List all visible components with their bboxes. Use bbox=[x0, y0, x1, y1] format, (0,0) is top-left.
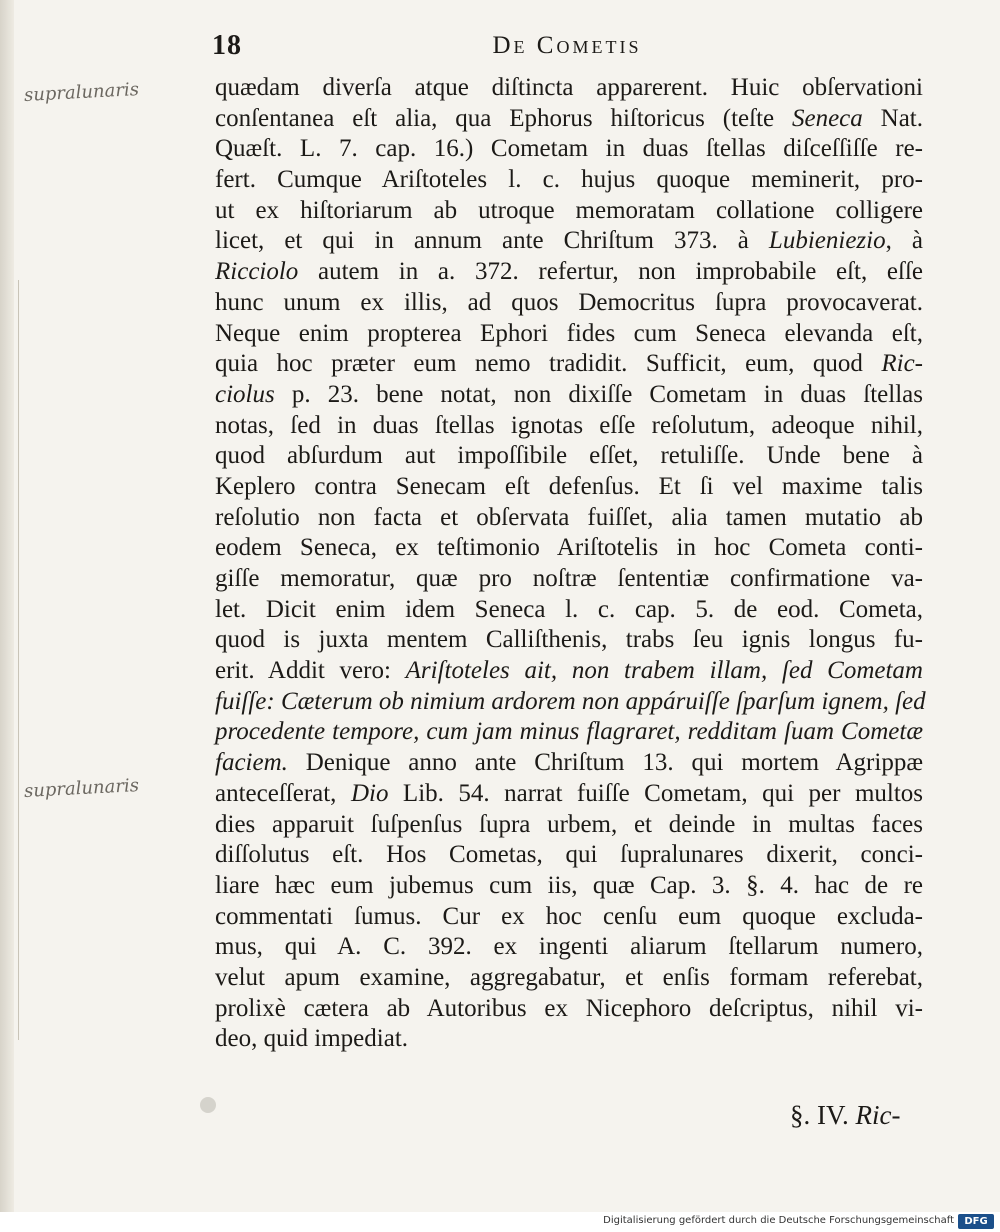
text-line bbox=[215, 165, 923, 196]
text-roman: deo, quid impediat. bbox=[215, 1025, 409, 1053]
text-line bbox=[215, 380, 923, 411]
text-roman: quod is juxta mentem Calliſthenis, trabs ſeu ignis longus fu- bbox=[215, 626, 923, 654]
text-italic: Ricciolo bbox=[215, 258, 299, 286]
text-line bbox=[215, 994, 923, 1025]
text-roman: , à bbox=[885, 227, 923, 255]
catchword-word: Ric- bbox=[855, 1100, 901, 1130]
text-italic: fuiſſe: Cæterum ob nimium ardorem non appáruiſſe ſparſum ignem, ſed bbox=[215, 687, 926, 715]
text-roman: anteceſſerat, bbox=[215, 779, 351, 807]
text-italic: procedente tempore, cum jam minus flagraret, redditam ſuam Cometæ bbox=[215, 718, 923, 746]
text-roman: Quæſt. L. 7. cap. 16.) Cometam in duas ſtellas diſceſſiſſe re- bbox=[215, 135, 923, 163]
text-roman: dies apparuit ſuſpenſus ſupra urbem, et deinde in multas faces bbox=[215, 810, 923, 838]
page-gutter bbox=[0, 0, 14, 1232]
text-line bbox=[215, 902, 923, 933]
page-header bbox=[212, 30, 922, 66]
text-roman: liare hæc eum jubemus cum iis, quæ Cap. 3. §. 4. hac de re bbox=[215, 871, 923, 899]
text-roman: erit. Addit vero: bbox=[215, 657, 406, 685]
running-title: De Cometis bbox=[492, 32, 642, 59]
text-line bbox=[215, 779, 923, 810]
text-line bbox=[215, 196, 923, 227]
text-roman: reſolutio non facta et obſervata fuiſſet, alia tamen mutatio ab bbox=[215, 503, 923, 531]
text-line bbox=[215, 503, 923, 534]
text-italic: Ariſtoteles ait, non trabem illam, ſed Cometam bbox=[405, 657, 923, 685]
text-line bbox=[215, 349, 923, 380]
text-line bbox=[215, 104, 923, 135]
text-italic: Seneca bbox=[791, 104, 863, 132]
text-italic: faciem. bbox=[215, 749, 288, 777]
text-roman: Lib. 54. narrat fuiſſe Cometam, qui per multos bbox=[388, 779, 924, 807]
text-roman: licet, et qui in annum ante Chriſtum 373. à bbox=[215, 227, 769, 255]
text-line bbox=[215, 319, 923, 350]
text-roman: hunc unum ex illis, ad quos Democritus ſupra provocaverat. bbox=[215, 288, 923, 316]
dfg-logo: DFG bbox=[958, 1214, 994, 1229]
text-roman: Denique anno ante Chriſtum 13. qui mortem Agrippæ bbox=[287, 749, 923, 777]
text-line bbox=[215, 717, 923, 748]
text-line bbox=[215, 411, 923, 442]
text-line bbox=[215, 441, 923, 472]
text-line bbox=[215, 963, 923, 994]
margin-note: supralunaris bbox=[23, 775, 140, 802]
text-line bbox=[215, 288, 923, 319]
footer-credit: Digitalisierung gefördert durch die Deutsche Forschungsgemeinschaft bbox=[603, 1215, 954, 1226]
text-line bbox=[215, 687, 926, 718]
text-italic: Dio bbox=[350, 779, 389, 807]
text-roman: let. Dicit enim idem Seneca l. c. cap. 5. de eod. Cometa, bbox=[215, 595, 923, 623]
text-roman: notas, ſed in duas ſtellas ignotas eſſe reſolutum, adeoque nihil, bbox=[215, 411, 923, 439]
text-line bbox=[215, 134, 923, 165]
text-line bbox=[215, 625, 923, 656]
body-text bbox=[215, 73, 926, 1055]
catchword bbox=[790, 1100, 901, 1131]
text-roman: conſentanea eſt alia, qua Ephorus hiſtoricus (teſte bbox=[215, 104, 792, 132]
text-line bbox=[215, 810, 923, 841]
text-italic: Lubieniezio bbox=[768, 227, 886, 255]
text-roman: ut ex hiſtoriarum ab utroque memoratam collatione colligere bbox=[215, 196, 923, 224]
page-edge-line bbox=[18, 280, 19, 1040]
text-line bbox=[215, 73, 923, 104]
text-roman: commentati ſumus. Cur ex hoc cenſu eum quoque excluda- bbox=[215, 902, 923, 930]
text-line bbox=[215, 656, 923, 687]
text-line bbox=[215, 871, 923, 902]
catchword-section: §. IV. bbox=[790, 1100, 849, 1130]
text-line bbox=[215, 595, 923, 626]
text-line bbox=[215, 226, 923, 257]
text-roman: quædam diverſa atque diſtincta apparerent. Huic obſervationi bbox=[215, 74, 923, 101]
text-roman: prolixè cætera ab Autoribus ex Nicephoro deſcriptus, nihil vi- bbox=[215, 994, 923, 1022]
text-italic: Ric- bbox=[881, 350, 923, 378]
text-line bbox=[215, 257, 923, 288]
page-number: 18 bbox=[212, 30, 242, 61]
text-roman: Keplero contra Senecam eſt defenſus. Et ſi vel maxime talis bbox=[215, 472, 923, 500]
text-roman: Neque enim propterea Ephori fides cum Seneca elevanda eſt, bbox=[215, 319, 923, 347]
text-roman: fert. Cumque Ariſtoteles l. c. hujus quoque meminerit, pro- bbox=[215, 166, 923, 194]
text-roman: quia hoc præter eum nemo tradidit. Sufficit, eum, quod bbox=[215, 350, 882, 378]
footer-bar bbox=[0, 1212, 1000, 1232]
text-roman: Nat. bbox=[862, 104, 923, 132]
text-roman: eodem Seneca, ex teſtimonio Ariſtotelis in hoc Cometa conti- bbox=[215, 534, 923, 562]
text-roman: mus, qui A. C. 392. ex ingenti aliarum ſtellarum numero, bbox=[215, 933, 923, 961]
text-roman: velut apum examine, aggregabatur, et enſis formam referebat, bbox=[215, 963, 923, 991]
text-line bbox=[215, 932, 923, 963]
text-roman: p. 23. bene notat, non dixiſſe Cometam in duas ſtellas bbox=[274, 380, 923, 408]
text-line bbox=[215, 533, 923, 564]
text-italic: ciolus bbox=[215, 380, 275, 408]
text-roman: diſſolutus eſt. Hos Cometas, qui ſupralunares dixerit, conci- bbox=[215, 841, 923, 869]
text-line bbox=[215, 472, 923, 503]
text-line bbox=[215, 1024, 923, 1055]
ink-smudge bbox=[200, 1097, 216, 1113]
text-line bbox=[215, 748, 923, 779]
text-line bbox=[215, 564, 923, 595]
margin-note: supralunaris bbox=[23, 79, 140, 106]
text-roman: autem in a. 372. refertur, non improbabile eſt, eſſe bbox=[298, 258, 923, 286]
text-roman: quod abſurdum aut impoſſibile eſſet, retuliſſe. Unde bene à bbox=[215, 442, 923, 470]
text-line bbox=[215, 840, 923, 871]
text-roman: giſſe memoratur, quæ pro noſtræ ſententiæ confirmatione va- bbox=[215, 565, 923, 592]
